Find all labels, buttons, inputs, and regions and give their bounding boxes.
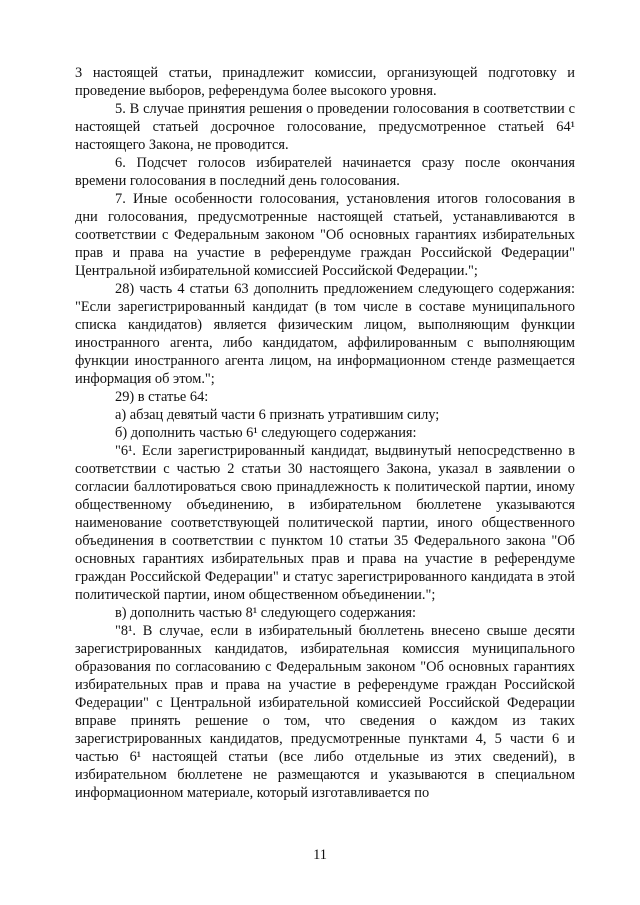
page-number: 11 — [313, 847, 327, 863]
paragraph-continuation: 3 настоящей статьи, принадлежит комиссии, организующей подготовку и проведение выборов, референдума более высокого уровня. — [75, 65, 575, 99]
paragraph-item-6: 6. Подсчет голосов избирателей начинается сразу после окончания времени голосования в последний день голосования. — [75, 155, 575, 189]
paragraph-subitem-b: б) дополнить частью 6¹ следующего содержания: — [115, 425, 417, 441]
paragraph-subitem-v: в) дополнить частью 8¹ следующего содержания: — [115, 605, 417, 621]
document-page — [75, 64, 575, 802]
paragraph-item-29: 29) в статье 64: — [115, 389, 209, 405]
paragraph-subitem-a: а) абзац девятый части 6 признать утратившим силу; — [115, 407, 440, 423]
paragraph-part-8-1: "8¹. В случае, если в избирательный бюллетень внесено свыше десяти зарегистрированных кандидатов, избирательная комиссия муниципального образования по согласованию с Федеральным законом "Об основных гарантиях избирательных прав и права на участие в референдуме граждан Российской Федерации" с Центральной избирательной комиссией Российской Федерации вправе принять решение о том, что сведения о каждом из таких зарегистрированных кандидатов, предусмотренные пунктами 4, 5 части 6 и частью 6¹ настоящей статьи (все либо отдельные из этих сведений), в избирательном бюллетене не размещаются и указываются в специальном информационном материале, который изготавливается по — [75, 623, 575, 801]
paragraph-item-28: 28) часть 4 статьи 63 дополнить предложением следующего содержания: "Если зарегистрированный кандидат (в том числе в составе муниципального списка кандидатов) является физическим лицом, выполняющим функции иностранного агента, либо кандидатом, аффилированным с выполняющим функции иностранного агента лицом, на информационном стенде размещается информация об этом."; — [75, 281, 575, 387]
paragraph-item-5: 5. В случае принятия решения о проведении голосования в соответствии с настоящей статьей досрочное голосование, предусмотренное статьей 64¹ настоящего Закона, не проводится. — [75, 101, 575, 153]
paragraph-part-6-1: "6¹. Если зарегистрированный кандидат, выдвинутый непосредственно в соответствии с частью 2 статьи 30 настоящего Закона, указал в заявлении о согласии баллотироваться свою принадлежность к политической партии, иному общественному объединению, в избирательном бюллетене указываются наименование соответствующей политической партии, иного общественного объединения в соответствии с пунктом 10 статьи 35 Федерального закона "Об основных гарантиях избирательных прав и права на участие в референдуме граждан Российской Федерации" и статус зарегистрированного кандидата в этой политической партии, ином общественном объединении."; — [75, 443, 575, 603]
paragraph-item-7: 7. Иные особенности голосования, установления итогов голосования в дни голосования, предусмотренные настоящей статьей, устанавливаются в соответствии с Федеральным законом "Об основных гарантиях избирательных прав и права на участие в референдуме граждан Российской Федерации" Центральной избирательной комиссией Российской Федерации."; — [75, 191, 575, 279]
